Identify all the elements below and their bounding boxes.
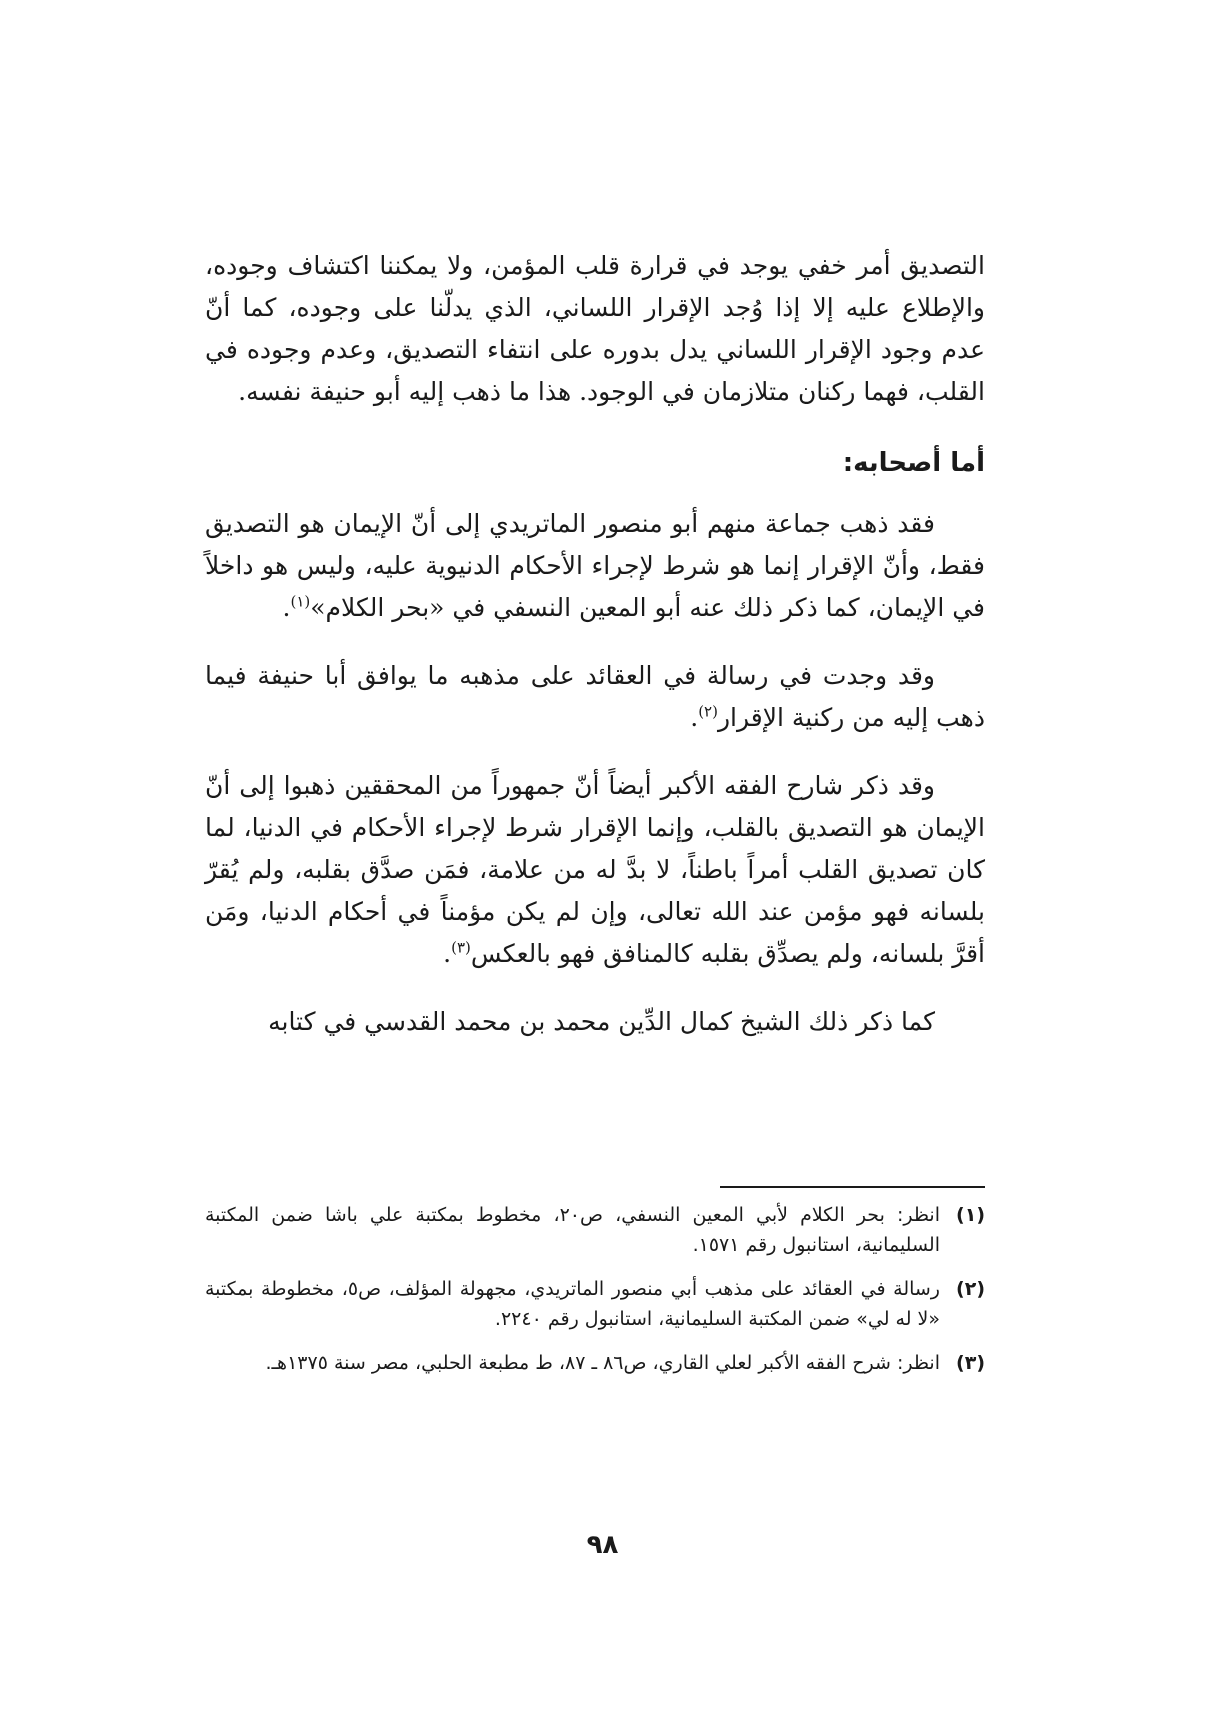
section-heading: أما أصحابه: — [842, 448, 985, 478]
footnote-ref-3[interactable]: (٣) — [451, 938, 471, 957]
footnote-1 — [205, 1200, 985, 1260]
paragraph-2-text: فقد ذهب جماعة منهم أبو منصور الماتريدي إلى أنّ الإيمان هو التصديق فقط، وأنّ الإقرار إنما هو شرط لإجراء الأحكام الدنيوية عليه، وليس هو داخلاً في الإيمان، كما ذكر ذلك عنه أبو المعين النسفي في «بحر الكلام» — [205, 509, 985, 622]
footnote-3-text: انظر: شرح الفقه الأكبر لعلي القاري، ص٨٦ ـ ٨٧، ط مطبعة الحلبي، مصر سنة ١٣٧٥هـ. — [265, 1352, 940, 1374]
footnote-3-number: (٣) — [956, 1352, 985, 1374]
page-number: ٩٨ — [586, 1530, 619, 1560]
paragraph-2-end: . — [282, 593, 291, 622]
paragraph-4-text: وقد ذكر شارح الفقه الأكبر أيضاً أنّ جمهوراً من المحققين ذهبوا إلى أنّ الإيمان هو التصديق بالقلب، وإنما الإقرار شرط لإجراء الأحكام في الدنيا، لما كان تصديق القلب أمراً باطناً، لا بدَّ له من علامة، فمَن صدَّق بقلبه، ولم يُقرّ بلسانه فهو مؤمن عند الله تعالى، وإن لم يكن مؤمناً في أحكام الدنيا، ومَن أقرَّ بلسانه، ولم يصدِّق بقلبه كالمنافق فهو بالعكس — [205, 771, 985, 968]
paragraph-4-end: . — [443, 939, 452, 968]
paragraph-2 — [205, 503, 985, 629]
paragraph-1: التصديق أمر خفي يوجد في قرارة قلب المؤمن، ولا يمكننا اكتشاف وجوده، والإطلاع عليه إلا إذا وُجد الإقرار اللساني، الذي يدلّنا على وجوده، كما أنّ عدم وجود الإقرار اللساني يدل بدوره على انتفاء التصديق، وعدم وجوده في القلب، فهما ركنان متلازمان في الوجود. هذا ما ذهب إليه أبو حنيفة نفسه. — [205, 251, 985, 406]
footnote-ref-2[interactable]: (٢) — [698, 702, 718, 721]
paragraph-3-text: وقد وجدت في رسالة في العقائد على مذهبه ما يوافق أبا حنيفة فيما ذهب إليه من ركنية الإقرار — [205, 661, 985, 732]
footnote-2 — [205, 1274, 985, 1334]
paragraph-3-end: . — [690, 703, 699, 732]
footnote-divider — [720, 1186, 985, 1188]
footnote-1-text: انظر: بحر الكلام لأبي المعين النسفي، ص٢٠، مخطوط بمكتبة علي باشا ضمن المكتبة السليمانية، استانبول رقم ١٥٧١. — [205, 1204, 940, 1256]
footnote-ref-1[interactable]: (١) — [290, 592, 311, 611]
footnote-1-number: (١) — [956, 1204, 985, 1226]
paragraph-3 — [205, 655, 985, 739]
paragraph-5: كما ذكر ذلك الشيخ كمال الدِّين محمد بن محمد القدسي في كتابه — [268, 1007, 935, 1036]
footnote-2-text: رسالة في العقائد على مذهب أبي منصور الماتريدي، مجهولة المؤلف، ص٥، مخطوطة بمكتبة «لا له لي» ضمن المكتبة السليمانية، استانبول رقم ٢٢٤٠. — [205, 1278, 940, 1330]
footnote-3 — [205, 1348, 985, 1378]
main-text — [205, 245, 985, 1043]
footnote-2-number: (٢) — [956, 1278, 985, 1300]
footnotes — [205, 1200, 985, 1392]
paragraph-4 — [205, 765, 985, 975]
